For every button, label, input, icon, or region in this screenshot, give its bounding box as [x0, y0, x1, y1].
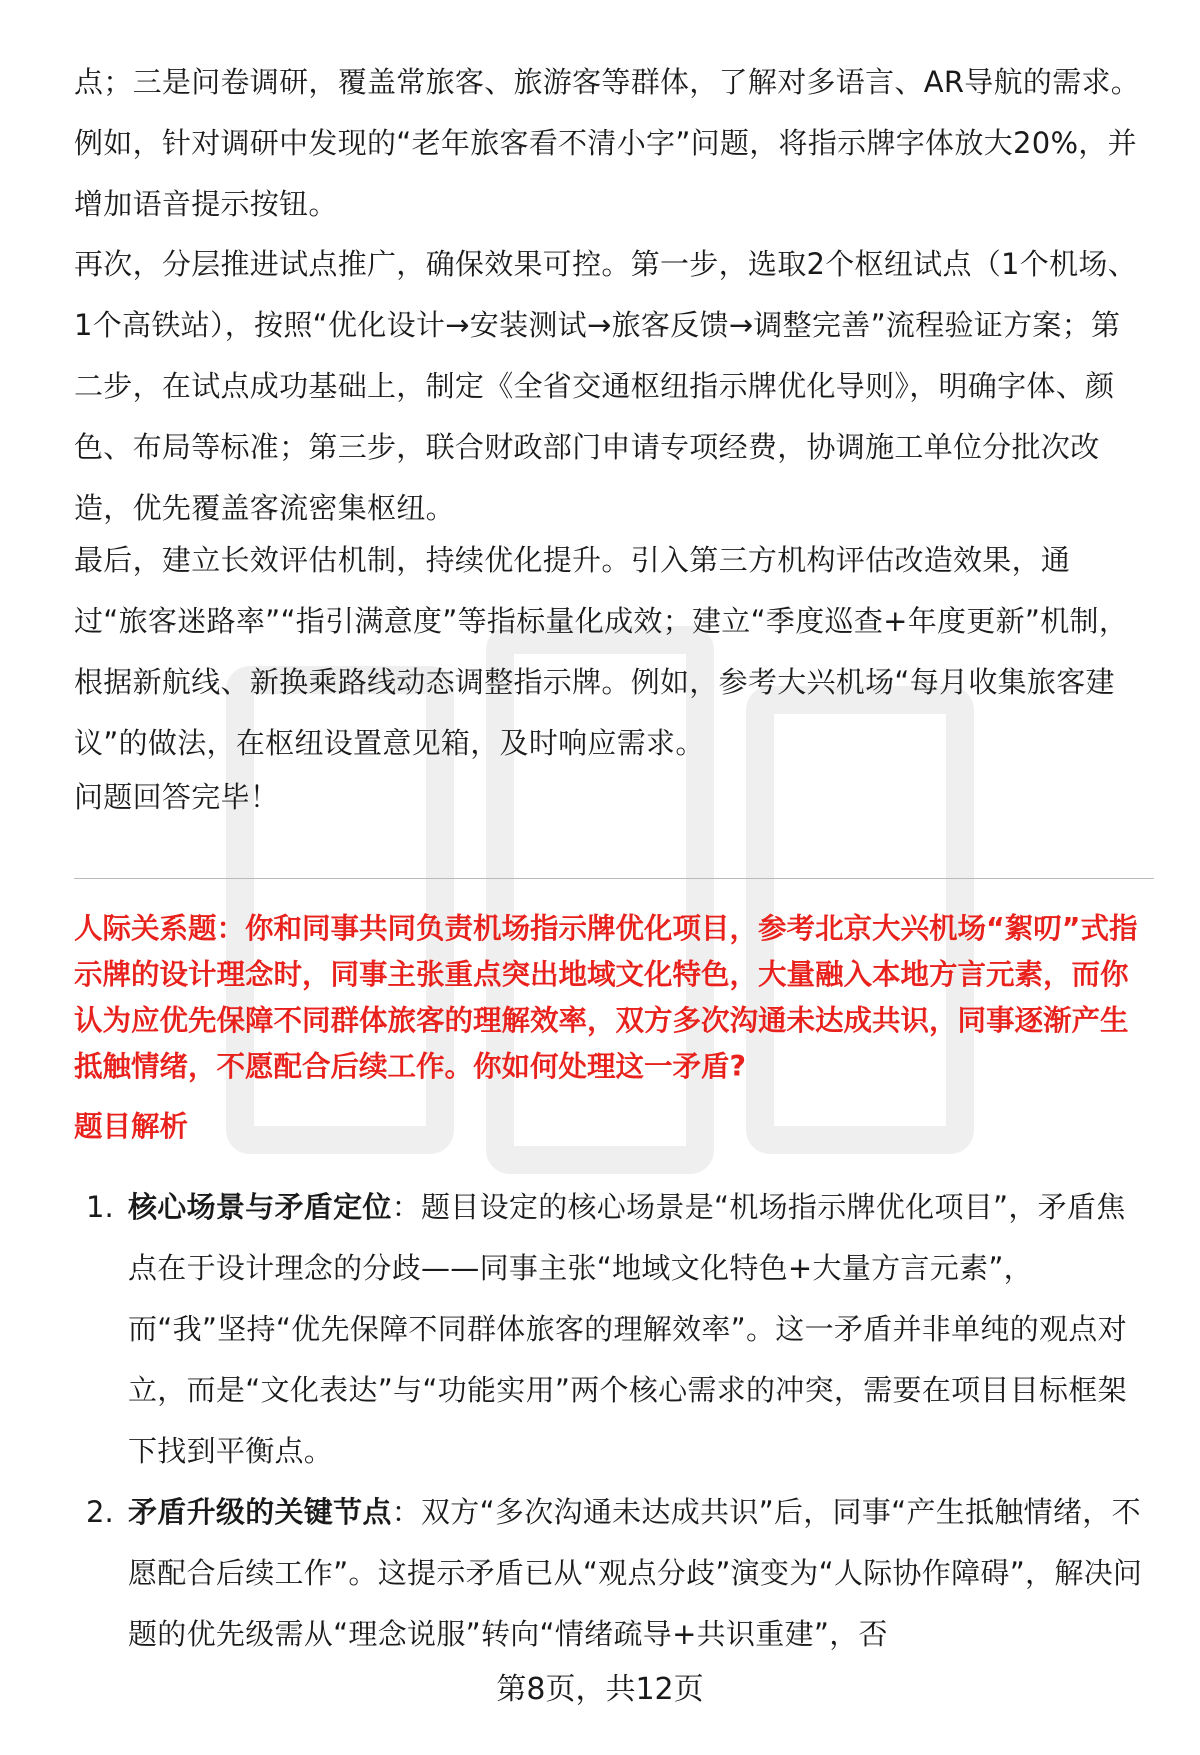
list-text: ：题目设定的核心场景是“机场指示牌优化项目”，矛盾焦点在于设计理念的分歧——同事主张“地域文化特色+大量方言元素”，而“我”坚持“优先保障不同群体旅客的理解效率”。这一矛盾并非单纯的观点对立，而是“文化表达”与“功能实用”两个核心需求的冲突，需要在项目目标框架下找到平衡点。: [128, 1190, 1127, 1468]
paragraph-survey: 点；三是问卷调研，覆盖常旅客、旅游客等群体，了解对多语言、AR导航的需求。例如，针对调研中发现的“老年旅客看不清小字”问题，将指示牌字体放大20%，并增加语音提示按钮。: [74, 65, 1141, 221]
paragraph-pilot: 再次，分层推进试点推广，确保效果可控。第一步，选取2个枢纽试点（1个机场、1个高铁站），按照“优化设计→安装测试→旅客反馈→调整完善”流程验证方案；第二步，在试点成功基础上，制定《全省交通枢纽指示牌优化导则》，明确字体、颜色、布局等标准；第三步，联合财政部门申请专项经费，协调施工单位分批次改造，优先覆盖客流密集枢纽。: [74, 247, 1138, 525]
list-number: 2.: [86, 1495, 114, 1529]
page-footer: 第8页，共12页: [496, 1672, 704, 1707]
list-heading: 矛盾升级的关键节点: [128, 1495, 392, 1529]
list-body: [128, 1482, 1148, 1665]
list-number: 1.: [86, 1190, 114, 1224]
list-heading: 核心场景与矛盾定位: [128, 1190, 392, 1224]
section-title: 题目解析: [74, 1110, 189, 1143]
paragraph-evaluation: 最后，建立长效评估机制，持续优化提升。引入第三方机构评估改造效果，通过“旅客迷路率”“指引满意度”等指标量化成效；建立“季度巡查+年度更新”机制，根据新航线、新换乘路线动态调整指示牌。例如，参考大兴机场“每月收集旅客建议”的做法，在枢纽设置意见箱，及时响应需求。: [74, 543, 1129, 760]
list-body: [128, 1177, 1148, 1482]
list-text: ：双方“多次沟通未达成共识”后，同事“产生抵触情绪，不愿配合后续工作”。这提示矛盾已从“观点分歧”演变为“人际协作障碍”，解决问题的优先级需从“理念说服”转向“情绪疏导+共识重建”，否: [128, 1495, 1143, 1651]
section-divider: [74, 878, 1154, 879]
paragraph-end: 问题回答完毕！: [74, 780, 280, 814]
question-text: 人际关系题：你和同事共同负责机场指示牌优化项目，参考北京大兴机场“絮叨”式指示牌的设计理念时，同事主张重点突出地域文化特色，大量融入本地方言元素，而你认为应优先保障不同群体旅客的理解效率，双方多次沟通未达成共识，同事逐渐产生抵触情绪，不愿配合后续工作。你如何处理这一矛盾?: [74, 912, 1138, 1083]
